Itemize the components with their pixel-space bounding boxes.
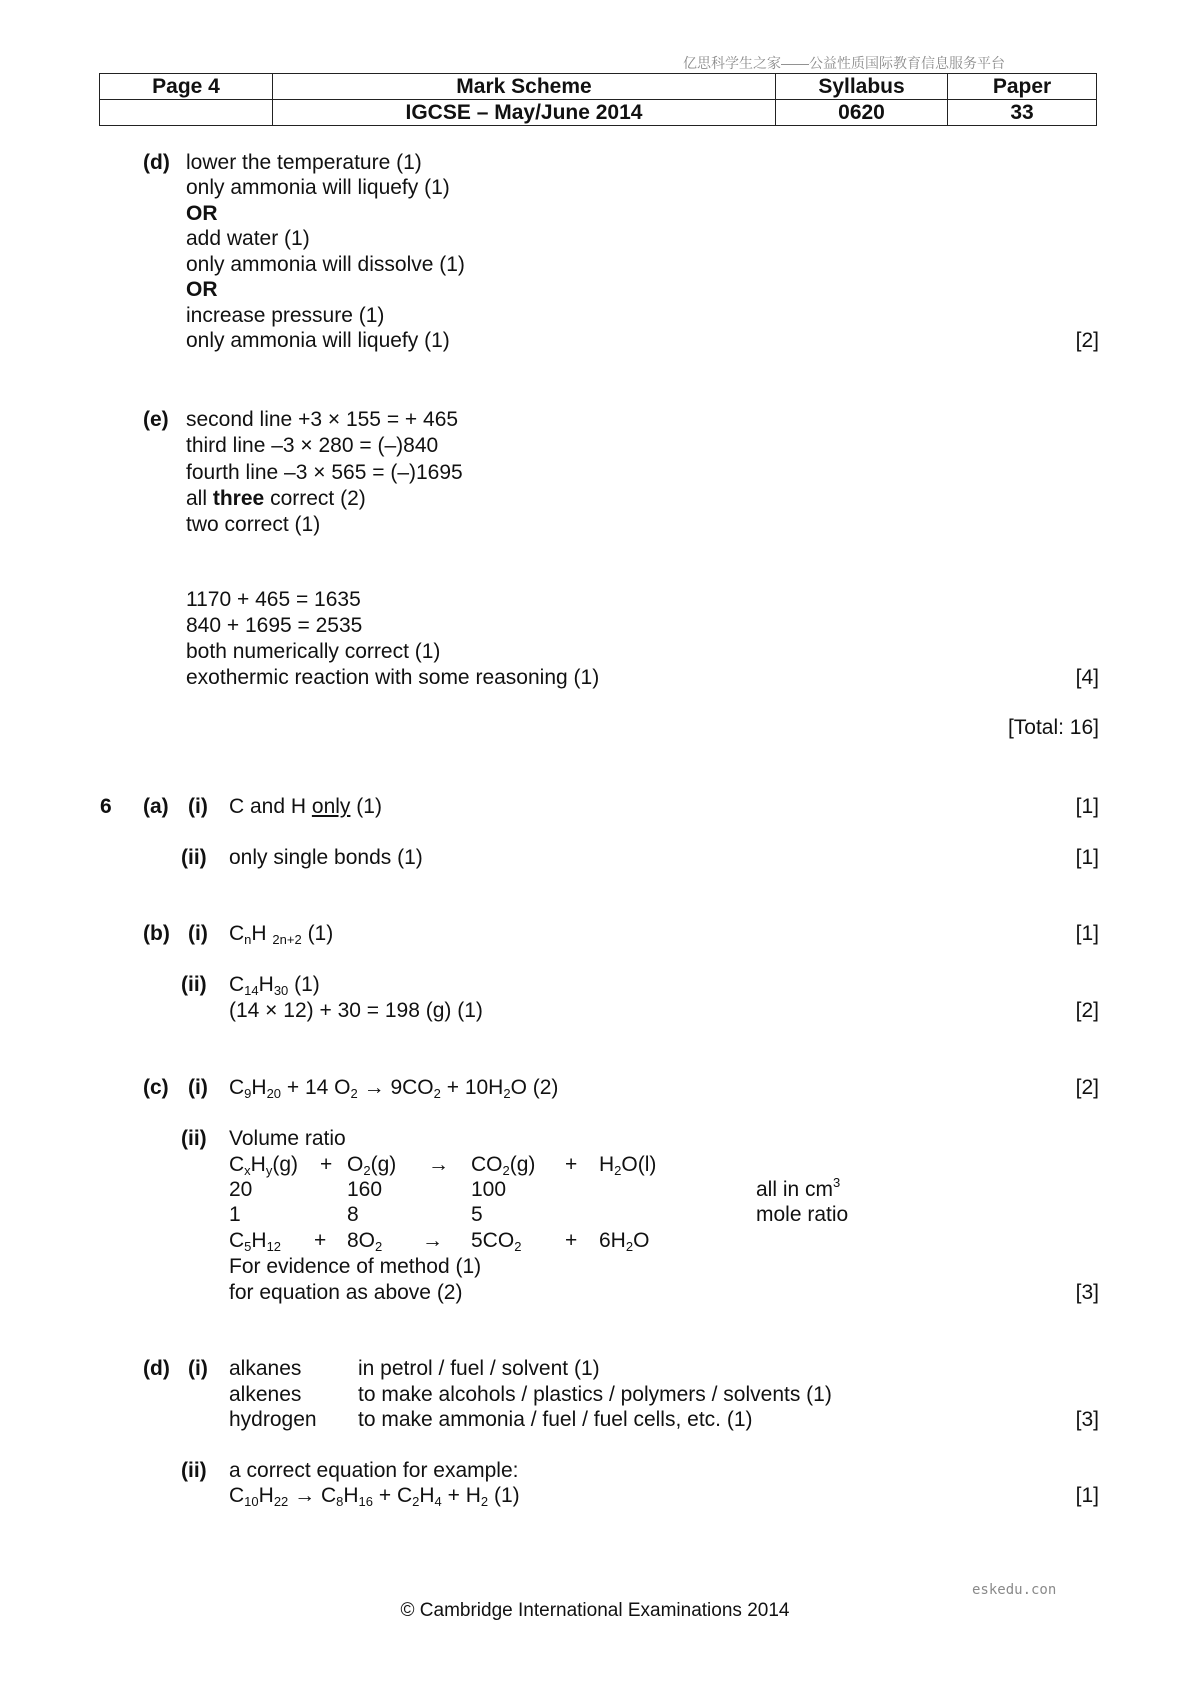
q5e-line: exothermic reaction with some reasoning (1): [186, 666, 600, 689]
q6d-ii-equation: $C_{10}H_{22} \to C_8H_{16} + C_2H_4 + H_2$ (1): [229, 1484, 520, 1509]
q6c-ii-row1-product2: $H_2O(l)$: [599, 1153, 657, 1178]
q6c-ii-row4-reactant1: $C_5H_{12}$: [229, 1229, 282, 1254]
header-paper: 33: [948, 100, 1097, 126]
q6d-use-text: to make alcohols / plastics / polymers / solvents (1): [358, 1383, 832, 1406]
q5d-line: only ammonia will liquefy (1): [186, 176, 450, 199]
q6c-ii-row1-plus: +: [320, 1153, 333, 1176]
q6b-i-label: (i): [188, 922, 208, 945]
q5d-or: OR: [186, 278, 218, 301]
q5e-all-correct: all three correct (2): [186, 487, 366, 510]
q6b-i-formula: $C_nH$ $_{2n+2}$ (1): [229, 922, 334, 947]
q6d-label: (d): [143, 1357, 170, 1380]
q5e-line: third line –3 × 280 = (–)840: [186, 434, 439, 457]
q6c-ii-row1-plus: +: [565, 1153, 578, 1176]
footer-copyright: © Cambridge International Examinations 2014: [400, 1600, 790, 1621]
q6a-label: (a): [143, 795, 169, 818]
watermark-text: 亿思科学生之家——公益性质国际教育信息服务平台: [683, 55, 1005, 71]
q6d-ii-mark: [1]: [1075, 1484, 1099, 1507]
header-table: [99, 73, 1097, 126]
header-paper-label: Paper: [948, 74, 1097, 100]
q6c-ii-row1-reactant2: $O_2(g)$: [347, 1153, 397, 1178]
q6b-ii-mark: [2]: [1075, 999, 1099, 1022]
q5d-line: add water (1): [186, 227, 310, 250]
q5e-line: fourth line –3 × 565 = (–)1695: [186, 461, 463, 484]
q5e-mark: [4]: [1075, 666, 1099, 689]
q6d-use-text: in petrol / fuel / solvent (1): [358, 1357, 600, 1380]
q6d-i-mark: [3]: [1075, 1408, 1099, 1431]
q5-total: [Total: 16]: [1007, 716, 1099, 739]
q6c-ii-units-note: all in $cm^3$: [756, 1175, 841, 1201]
header-syllabus-label: Syllabus: [776, 74, 948, 100]
q5e-line: two correct (1): [186, 513, 321, 536]
q6c-ii-evidence: For evidence of method (1): [229, 1255, 482, 1278]
q6c-ii-row3-value: 8: [347, 1203, 359, 1226]
q6a-ii-label: (ii): [181, 846, 207, 869]
q6d-use-name: hydrogen: [229, 1408, 317, 1431]
q6c-ii-equation: for equation as above (2): [229, 1281, 463, 1304]
q5e-label: (e): [143, 408, 169, 431]
q6c-label: (c): [143, 1076, 169, 1099]
q5d-mark: [2]: [1075, 329, 1099, 352]
q5e-line: second line +3 × 155 = + 465: [186, 408, 459, 431]
q6c-ii-row4-plus: +: [565, 1229, 578, 1252]
header-syllabus: 0620: [776, 100, 948, 126]
q6c-ii-mole-note: mole ratio: [756, 1203, 849, 1226]
q6d-use-text: to make ammonia / fuel / fuel cells, etc. (1): [358, 1408, 753, 1431]
q6a-i-mark: [1]: [1075, 795, 1099, 818]
q6b-label: (b): [143, 922, 170, 945]
q6c-ii-row4-arrow: →: [422, 1229, 443, 1252]
q6d-i-label: (i): [188, 1357, 208, 1380]
q6a-ii-text: only single bonds (1): [229, 846, 423, 869]
q6b-ii-label: (ii): [181, 973, 207, 996]
q6b-i-mark: [1]: [1075, 922, 1099, 945]
q6c-ii-title: Volume ratio: [229, 1127, 346, 1150]
q6d-ii-text: a correct equation for example:: [229, 1459, 519, 1482]
q6c-ii-row2-value: 20: [229, 1178, 253, 1201]
q5d-line: only ammonia will liquefy (1): [186, 329, 450, 352]
q6c-ii-row2-value: 160: [347, 1178, 383, 1201]
q6c-ii-row4-product2: $6H_2O$: [599, 1229, 650, 1254]
q5d-line: only ammonia will dissolve (1): [186, 253, 465, 276]
q6d-use-name: alkenes: [229, 1383, 302, 1406]
q6c-ii-row1-reactant1: $C_xH_y(g)$: [229, 1153, 299, 1178]
q6c-ii-label: (ii): [181, 1127, 207, 1150]
q5e-line: 1170 + 465 = 1635: [186, 588, 361, 611]
header-empty-cell: [100, 100, 273, 126]
q6c-ii-row1-product1: $CO_2(g)$: [471, 1153, 536, 1178]
q6c-i-equation: $C_9H_{20} + 14$ $O_2 \to 9CO_2 + 10H_2O$ (2): [229, 1076, 559, 1101]
q5d-label: (d): [143, 151, 170, 174]
q6a-i-text: C and H only (1): [229, 795, 382, 818]
q6c-ii-row3-value: 5: [471, 1203, 483, 1226]
q5e-line: both numerically correct (1): [186, 640, 441, 663]
q5d-line: lower the temperature (1): [186, 151, 422, 174]
q5e-line: 840 + 1695 = 2535: [186, 614, 363, 637]
q6c-ii-mark: [3]: [1075, 1281, 1099, 1304]
header-title: Mark Scheme: [273, 74, 776, 100]
q6c-i-mark: [2]: [1075, 1076, 1099, 1099]
q5d-or: OR: [186, 202, 218, 225]
q6a-i-label: (i): [188, 795, 208, 818]
q6c-ii-row3-value: 1: [229, 1203, 241, 1226]
q6b-ii-formula: $C_{14}H_{30}$ (1): [229, 973, 320, 998]
q6-number: 6: [100, 795, 112, 818]
q6c-ii-row4-reactant2: $8O_2$: [347, 1229, 383, 1254]
site-watermark: eskedu.con: [972, 1582, 1057, 1598]
q6d-ii-label: (ii): [181, 1459, 207, 1482]
header-exam: IGCSE – May/June 2014: [273, 100, 776, 126]
q6c-ii-row1-arrow: →: [428, 1153, 449, 1176]
q6c-ii-row4-plus: +: [314, 1229, 327, 1252]
q6d-use-name: alkanes: [229, 1357, 302, 1380]
header-page: Page 4: [100, 74, 273, 100]
q6c-ii-row2-value: 100: [471, 1178, 507, 1201]
q6c-ii-row4-product1: $5CO_2$: [471, 1229, 522, 1254]
q5d-line: increase pressure (1): [186, 304, 385, 327]
q6a-ii-mark: [1]: [1075, 846, 1099, 869]
q6c-i-label: (i): [188, 1076, 208, 1099]
q6b-ii-calc: (14 × 12) + 30 = 198 (g) (1): [229, 999, 483, 1022]
